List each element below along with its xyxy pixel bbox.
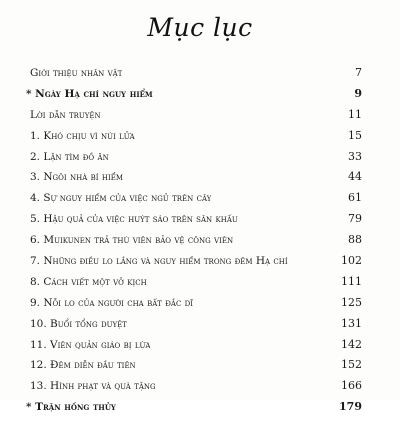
toc-entry-label: 1. Khó chịu vì núi lửa: [30, 129, 135, 142]
toc-entry-label: 7. Những điều lo lắng và nguy hiểm trong đêm Hạ chí: [30, 255, 288, 268]
toc-entry-chapter: [30, 254, 362, 275]
toc-entry-label: 10. Buổi tổng duyệt: [30, 317, 127, 330]
toc-entry-label: 5. Hậu quả của việc huýt sáo trên sân khấu: [30, 213, 238, 226]
toc-entry-page: 131: [341, 316, 362, 330]
toc-entry-label: 3. Ngôi nhà bí hiểm: [30, 171, 123, 184]
toc-entry-page: 179: [339, 400, 362, 414]
toc-entry-page: 152: [341, 358, 362, 372]
toc-entry-page: 88: [348, 233, 362, 247]
toc-entry-chapter: [30, 296, 362, 317]
toc-entry-page: 166: [341, 379, 362, 393]
toc-entry-page: 102: [341, 254, 362, 268]
toc-entry-label: Giới thiệu nhân vật: [30, 67, 123, 79]
toc-entry-chapter: [30, 275, 362, 296]
page-title: Mục lục: [147, 13, 253, 42]
toc-entry-page: 61: [348, 191, 362, 205]
toc-entry-chapter: [30, 317, 362, 338]
toc-entry-page: 33: [348, 149, 362, 163]
toc-entry-chapter: [30, 212, 362, 233]
table-of-contents: [26, 66, 362, 421]
toc-entry-chapter: [30, 129, 362, 150]
toc-entry-prologue: [30, 108, 362, 129]
toc-entry-page: 11: [348, 107, 362, 121]
toc-entry-label: 6. Muikunen trả thù viên bảo vệ công viên: [30, 234, 234, 247]
toc-section-heading: [26, 400, 362, 421]
toc-entry-page: 9: [354, 86, 362, 100]
toc-section-heading: [26, 87, 362, 108]
toc-entry-page: 111: [341, 274, 362, 288]
toc-entry-page: 15: [348, 128, 362, 142]
toc-entry-label: 8. Cách viết một vở kịch: [30, 275, 147, 288]
toc-entry-chapter: [30, 170, 362, 191]
toc-entry-page: 79: [348, 212, 362, 226]
toc-entry-label: Lời dẫn truyện: [30, 108, 101, 121]
toc-entry-label: 12. Đêm diễn đầu tiên: [30, 359, 136, 372]
toc-entry-label: 9. Nỗi lo của người cha bất đắc dĩ: [30, 296, 194, 309]
toc-entry-chapter: [30, 191, 362, 212]
toc-entry-label: * Ngày Hạ chí nguy hiểm: [26, 87, 153, 100]
toc-entry-chapter: [30, 338, 362, 359]
toc-entry-intro: [30, 66, 362, 87]
toc-entry-page: 7: [355, 66, 362, 79]
toc-entry-chapter: [30, 150, 362, 171]
toc-entry-label: 13. Hình phạt và quà tặng: [30, 380, 156, 393]
toc-entry-page: 125: [341, 295, 362, 309]
toc-entry-label: 2. Lặn tìm đồ ăn: [30, 150, 109, 163]
toc-entry-label: 4. Sự nguy hiểm của việc ngủ trên cây: [30, 192, 212, 205]
toc-entry-page: 142: [341, 337, 362, 351]
toc-entry-chapter: [30, 358, 362, 379]
toc-entry-label: 11. Viên quản giáo bị lừa: [30, 338, 151, 351]
toc-entry-label: * Trận hồng thủy: [26, 401, 116, 414]
toc-entry-chapter: [30, 233, 362, 254]
toc-entry-page: 44: [348, 170, 362, 184]
toc-entry-chapter: [30, 379, 362, 400]
